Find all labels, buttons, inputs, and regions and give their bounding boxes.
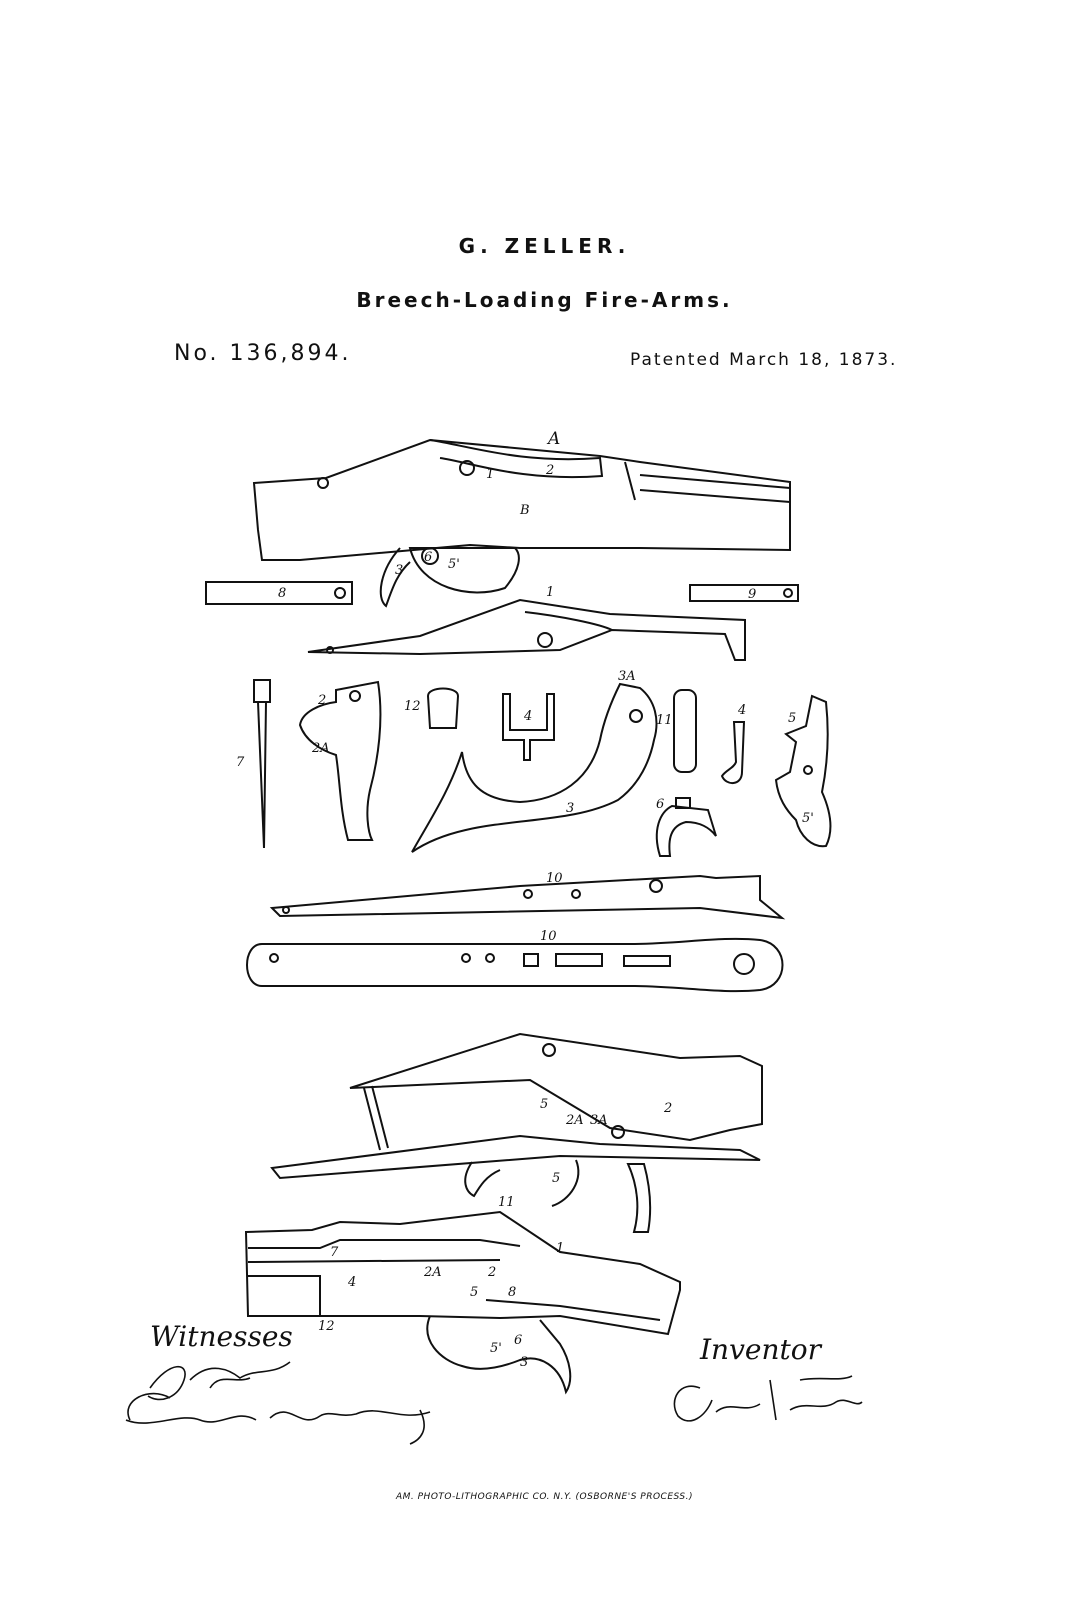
label-2-section: 2 — [488, 1265, 497, 1280]
label-B: B — [520, 503, 530, 518]
label-2A-action: 2A — [566, 1113, 584, 1128]
part-6 — [656, 797, 716, 856]
barrel-channel — [625, 462, 790, 502]
label-2A-section: 2A — [424, 1265, 442, 1280]
label-3A-action: 3A — [590, 1113, 608, 1128]
patent-number: No. 136,894. — [174, 341, 352, 366]
label-2-action: 2 — [664, 1101, 673, 1116]
figure-stock-assembly — [254, 429, 790, 606]
part-5 — [776, 696, 830, 846]
label-5-part: 5 — [788, 711, 797, 726]
label-5-action-lower: 5 — [552, 1171, 561, 1186]
label-3A-guard: 3A — [618, 669, 636, 684]
printer-credit: AM. PHOTO-LITHOGRAPHIC CO. N.Y. (OSBORNE'S PROCESS.) — [395, 1492, 694, 1502]
lever-1 — [308, 585, 745, 660]
label-8-section: 8 — [508, 1285, 517, 1300]
screw-head — [318, 478, 328, 488]
inventor-name: G. ZELLER. — [458, 234, 631, 258]
label-3-section: 3 — [520, 1355, 529, 1370]
label-4-small: 4 — [738, 703, 747, 718]
witness-signature-1 — [148, 1362, 290, 1399]
label-3-fig1: 3 — [395, 563, 404, 578]
label-11-section: 11 — [498, 1195, 515, 1210]
label-2-part: 2 — [318, 693, 327, 708]
inventor-label: Inventor — [700, 1333, 822, 1366]
bar-10-side — [272, 871, 782, 918]
inventor-signature — [674, 1376, 862, 1421]
stock-outline — [254, 440, 790, 560]
label-4-section: 4 — [348, 1275, 357, 1290]
label-1-lever: 1 — [546, 585, 555, 600]
label-6-fig1: 6 — [424, 550, 433, 565]
label-5prime-part: 5' — [802, 811, 814, 826]
label-5-section: 5 — [470, 1285, 479, 1300]
witnesses-label: Witnesses — [150, 1320, 293, 1353]
label-1-section: 1 — [556, 1241, 565, 1256]
label-8-plate: 8 — [278, 586, 287, 601]
pin-7 — [236, 680, 270, 848]
label-2-fig1: 2 — [546, 463, 555, 478]
label-5-action: 5 — [540, 1097, 549, 1112]
label-7-pin: 7 — [236, 755, 245, 770]
label-12-cap: 12 — [404, 699, 421, 714]
label-6-part: 6 — [656, 797, 665, 812]
plate-9 — [690, 585, 798, 602]
label-4-bracket: 4 — [524, 709, 533, 724]
trigger-guard-3 — [412, 669, 656, 852]
label-12-section: 12 — [318, 1319, 335, 1334]
label-3-guard: 3 — [566, 801, 575, 816]
label-5prime-fig1: 5' — [448, 557, 460, 572]
figure-action-view — [272, 1034, 762, 1232]
label-6-section: 6 — [514, 1333, 523, 1348]
figure-section-view — [246, 1195, 680, 1392]
label-5prime-section: 5' — [490, 1341, 502, 1356]
part-2 — [300, 682, 380, 840]
bracket-4 — [503, 694, 554, 760]
patent-date: Patented March 18, 1873. — [630, 350, 898, 370]
label-9-plate: 9 — [748, 587, 757, 602]
label-11-spring: 11 — [656, 713, 673, 728]
label-2A-part: 2A — [312, 741, 330, 756]
label-1-fig1: 1 — [486, 467, 495, 482]
small-part-4 — [722, 703, 746, 783]
label-10-side: 10 — [546, 871, 563, 886]
spring-11 — [656, 690, 696, 772]
plate-8 — [206, 582, 352, 604]
lever-a-outline — [430, 440, 602, 477]
label-10-top: 10 — [540, 929, 557, 944]
patent-title: Breech-Loading Fire-Arms. — [356, 288, 733, 312]
label-A: A — [548, 429, 561, 449]
cap-12 — [404, 689, 458, 729]
label-7-section: 7 — [330, 1245, 339, 1260]
witness-signature-2 — [126, 1394, 430, 1444]
bar-10-top — [247, 929, 783, 991]
